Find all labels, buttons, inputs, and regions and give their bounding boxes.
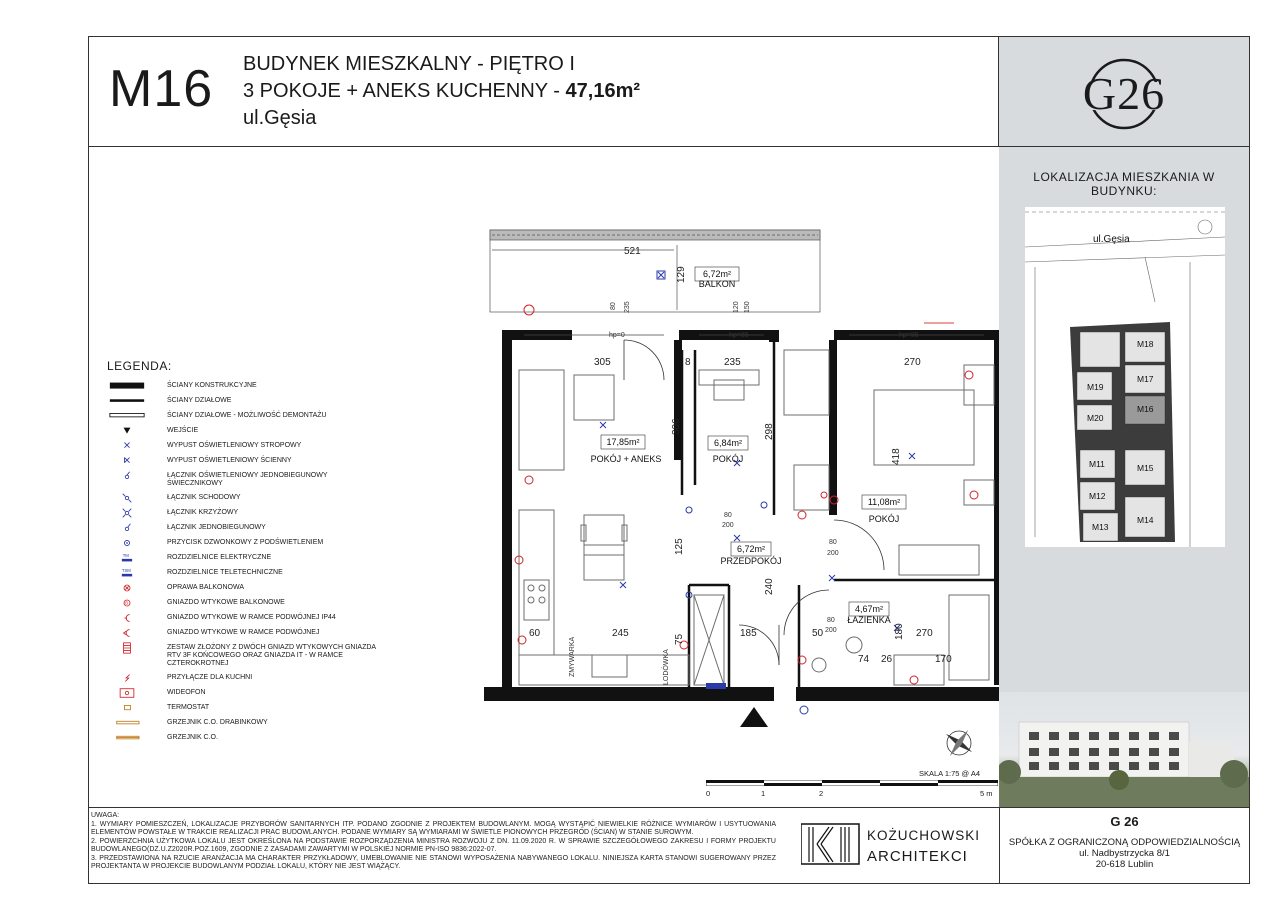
door-height-2: 200 [827, 550, 839, 557]
legend-label: GNIAZDO WTYKOWE W RAMCE PODWÓJNEJ [167, 629, 320, 636]
dim-180: 180 [894, 623, 905, 640]
doorbell-icon [107, 537, 147, 549]
double-socket-ip44-icon [107, 612, 147, 624]
legend-label: ŚCIANY KONSTRUKCYJNE [167, 382, 257, 389]
map-m13: M13 [1092, 522, 1109, 532]
legend-item [107, 379, 357, 394]
apartment-area: 47,16m² [565, 80, 641, 102]
legend-item [107, 671, 357, 686]
door-width-2: 80 [829, 539, 837, 546]
right-panel [999, 37, 1249, 807]
sofa [519, 370, 564, 470]
kitchen-connection-icon [107, 672, 147, 684]
compass-icon [929, 717, 989, 769]
company-legal: SPÓŁKA Z OGRANICZONĄ ODPOWIEDZIALNOŚCIĄ [1008, 837, 1241, 848]
location-map [1025, 207, 1225, 547]
legend-item [107, 536, 357, 551]
room-name-balcony: BALKON [698, 279, 736, 289]
balcony-outline [490, 230, 820, 312]
legend-label: ŁĄCZNIK OŚWIETLENIOWY JEDNOBIEGUNOWY ŚWIECZNIKOWY [167, 472, 328, 487]
window-120: 120 [733, 301, 740, 313]
legend-label: GNIAZDO WTYKOWE W RAMCE PODWÓJNEJ IP44 [167, 614, 336, 621]
dim-245: 245 [612, 628, 629, 639]
fridge-label: LODÓWKA [663, 649, 670, 685]
entrance-triangle-icon [107, 425, 147, 437]
legend-label: WEJŚCIE [167, 427, 199, 434]
legend-label: ROZDZIELNICE ELEKTRYCZNE [167, 554, 272, 561]
legend-label: ŁĄCZNIK KRZYŻOWY [167, 509, 239, 516]
note-2: 2. POWIERZCHNIA UŻYTKOWA LOKALU JEST OKREŚLONA NA PODSTAWIE ROZPORZĄDZENIA MINISTRA ROZWOJU Z DN. 11.09.2020 R. W SPRAWIE SZCZEGÓŁOWEGO ZAKRESU I FORMY PROJEKTU BUDOWLANEGO(DZ.U.Z2020R.POZ.1609, ZGODNIE Z ZASADAMI ZAWARTYMI W POLSKIEJ NORMIE PN-ISO 9836:2022-07. [91, 837, 776, 853]
map-m16: M16 [1137, 404, 1154, 414]
map-m12: M12 [1089, 491, 1106, 501]
dim-298: 298 [764, 423, 775, 440]
legend-item [107, 596, 357, 611]
dim-270b: 270 [916, 628, 933, 639]
electric-board-icon [107, 552, 147, 564]
wardrobe [784, 350, 829, 415]
logo-box [999, 37, 1249, 147]
entrance-icon [740, 707, 768, 727]
map-m18: M18 [1137, 339, 1154, 349]
room-name-room2: POKÓJ [868, 514, 900, 524]
ladder-radiator-icon [107, 717, 147, 729]
notes-title: UWAGA: [91, 812, 120, 819]
radiator-icon [107, 732, 147, 744]
scale-label: SKALA 1:75 @ A4 [919, 769, 980, 778]
dim-305: 305 [594, 357, 611, 368]
legend-label: PRZYCISK DZWONKOWY Z PODŚWIETLENIEM [167, 539, 324, 546]
desk [699, 370, 759, 385]
legend-label: ŁĄCZNIK JEDNOBIEGUNOWY [167, 524, 266, 531]
window-150: 150 [744, 301, 751, 313]
hp-85-a: hp=85 [729, 332, 749, 339]
balcony-lamp-icon [107, 582, 147, 594]
thermostat-icon [107, 702, 147, 714]
washer-label: ZMYWARKA [569, 636, 576, 677]
dim-60: 60 [529, 628, 541, 639]
building-floor: BUDYNEK MIESZKALNY - PIĘTRO I [243, 53, 575, 75]
map-street: ul.Gęsia [1093, 234, 1130, 245]
window-235: 235 [624, 301, 631, 313]
stair-switch-icon [107, 492, 147, 504]
header-description [243, 51, 640, 132]
map-m19: M19 [1087, 382, 1104, 392]
room-name-living: POKÓJ + ANEKS [590, 454, 662, 464]
scale-tick-5: 5 m [980, 789, 993, 798]
legend-item [107, 394, 357, 409]
room-name-room1: POKÓJ [712, 454, 744, 464]
dim-129: 129 [676, 266, 687, 283]
notes [91, 812, 776, 872]
legend-item [107, 701, 357, 716]
legend-label: ZESTAW ZŁOŻONY Z DWÓCH GNIAZD WTYKOWYCH GNIAZDA RTV 3F KOŃCOWEGO ORAZ GNIAZDA IT - W RAMCE CZTEROKROTNEJ [167, 644, 376, 667]
intercom-icon [107, 687, 147, 699]
hp-85-b: hp=85 [899, 332, 919, 339]
dim-185: 185 [740, 628, 757, 639]
legend-item [107, 641, 376, 671]
architect-name-1: KOŻUCHOWSKI [867, 828, 981, 843]
note-3: 3. PRZEDSTAWIONA NA RZUCIE ARANŻACJA MA CHARAKTER PRZYKŁADOWY, UMEBLOWANIE NIE STANOWI WYPOSAŻENIA NABYWANEGO LOKALU. NINIEJSZA KARTA STANOWI SUGEROWANY PRZEZ PROJEKTANTA W PROJEKCIE BUDOWLANYM PODZIAŁ LOKALU, KTÓRY NIE JEST WIĄŻĄCY. [91, 854, 776, 870]
logo-text: G26 [1082, 68, 1166, 119]
door-height-1: 200 [722, 522, 734, 529]
legend-label: ROZDZIELNICE TELETECHNICZNE [167, 569, 283, 576]
legend-label: ŚCIANY DZIAŁOWE [167, 397, 232, 404]
legend-item [107, 454, 357, 469]
balcony-socket-icon [107, 597, 147, 609]
map-m15: M15 [1137, 463, 1154, 473]
scale-ticks [706, 780, 998, 786]
door-width-3: 80 [827, 617, 835, 624]
cross-switch-icon [107, 507, 147, 519]
partition-wall-icon [107, 395, 147, 407]
telecom-board-icon [107, 567, 147, 579]
architect-logo-icon [801, 822, 861, 867]
svg-text:TM: TM [122, 553, 129, 559]
legend-item [107, 716, 357, 731]
rooms-text: 3 POKOJE + ANEKS KUCHENNY - [243, 80, 566, 102]
street-name: ul.Gęsia [243, 107, 317, 129]
legend-item [107, 409, 357, 424]
legend-item [107, 731, 357, 746]
electric-board [706, 683, 726, 689]
scale-tick-0: 0 [706, 789, 711, 798]
legend-title: LEGENDA: [107, 359, 172, 373]
removable-partition-icon [107, 410, 147, 422]
shower [899, 545, 979, 575]
legend-item [107, 439, 357, 454]
room-area-room2: 11,08m² [867, 497, 901, 507]
architect-logo [801, 822, 991, 872]
floor-plan [484, 225, 1034, 735]
one-pole-switch-icon [107, 522, 147, 534]
legend-item [107, 566, 357, 581]
scale-tick-2: 2 [819, 789, 824, 798]
legend-item [107, 424, 357, 439]
scale-tick-1: 1 [761, 789, 766, 798]
room-area-bath: 4,67m² [854, 604, 884, 614]
note-1: 1. WYMIARY POMIESZCZEŃ, LOKALIZACJE PRZYBORÓW SANITARNYCH ITP. PODANO ZGODNIE Z PROJEKTEM BUDOWLANYM. MOGĄ WYSTĄPIĆ NIEWIELKIE RÓŻNICE WYMIARÓW I USYTUOWANIA ELEMENTÓW POWSTAŁE W TRAKCIE REALIZACJI PRAC BUDOWLANYCH. PODANE WYMIARY SĄ WYMIARAMI W ŚWIETLE PIONOWYCH PRZEGRÓD (ŚCIAN) W STANIE SUROWYM. [91, 820, 776, 836]
header [89, 37, 999, 147]
footer [89, 807, 1249, 883]
socket-set-icon [107, 642, 147, 654]
architect-name-2: ARCHITEKCI [867, 848, 968, 865]
legend-label: OPRAWA BALKONOWA [167, 584, 245, 591]
dim-74: 74 [858, 654, 870, 665]
door-swings [624, 340, 884, 665]
company-name: G 26 [1110, 814, 1139, 829]
legend-label: WYPUST OŚWIETLENIOWY STROPOWY [167, 442, 302, 449]
floor-plan-sheet [88, 36, 1250, 884]
room-area-balcony: 6,72m² [702, 269, 732, 279]
single-switch-icon [107, 470, 147, 482]
ceiling-light-icon [107, 440, 147, 452]
svg-text:TSM: TSM [121, 568, 131, 574]
location-title: LOKALIZACJA MIESZKANIA W BUDYNKU: [1033, 170, 1215, 198]
company-city: 20-618 Lublin [1095, 859, 1154, 870]
window-80: 80 [610, 302, 617, 310]
door-width-1: 80 [724, 512, 732, 519]
legend-item [107, 611, 357, 626]
dim-418: 418 [891, 448, 902, 465]
bed [874, 390, 974, 465]
legend-label: WYPUST OŚWIETLENIOWY ŚCIENNY [167, 457, 292, 464]
legend [107, 359, 376, 746]
map-m11: M11 [1089, 459, 1105, 469]
dim-170: 170 [935, 654, 952, 665]
map-m17: M17 [1137, 374, 1154, 384]
legend-item [107, 469, 357, 491]
dim-26: 26 [881, 654, 893, 665]
dim-240: 240 [764, 578, 775, 595]
legend-item [107, 491, 357, 506]
dim-125: 125 [674, 538, 685, 555]
legend-label: GNIAZDO WTYKOWE BALKONOWE [167, 599, 285, 606]
building-render [999, 692, 1249, 807]
dim-270: 270 [904, 357, 921, 368]
legend-item [107, 521, 357, 536]
company-info [999, 808, 1249, 884]
legend-item [107, 581, 357, 596]
dim-8: 8 [685, 357, 691, 368]
legend-item [107, 626, 357, 641]
double-socket-icon [107, 627, 147, 639]
dim-306: 306 [671, 418, 682, 435]
bathtub [949, 595, 989, 680]
legend-label: ŁĄCZNIK SCHODOWY [167, 494, 241, 501]
dim-521: 521 [624, 246, 641, 257]
map-m20: M20 [1087, 413, 1104, 423]
legend-item [107, 686, 357, 701]
apartment-code: M16 [109, 60, 214, 118]
company-street: ul. Nadbystrzycka 8/1 [1079, 848, 1170, 859]
room-name-hall: PRZEDPOKÓJ [720, 556, 782, 566]
room-area-hall: 6,72m² [736, 544, 766, 554]
room-area-living: 17,85m² [606, 437, 640, 447]
legend-label: TERMOSTAT [167, 704, 210, 711]
rooms-summary [243, 78, 640, 105]
legend-item [107, 506, 357, 521]
legend-item [107, 551, 357, 566]
legend-label: ŚCIANY DZIAŁOWE - MOŻLIWOŚĆ DEMONTAŻU [167, 412, 327, 419]
wall-light-icon [107, 455, 147, 467]
legend-label: PRZYŁĄCZE DLA KUCHNI [167, 674, 253, 681]
legend-label: WIDEOFON [167, 689, 206, 696]
hp-0: hp=0 [609, 332, 625, 339]
svg-text:B: B [125, 600, 129, 606]
structural-wall-icon [107, 380, 147, 392]
legend-label: GRZEJNIK C.O. DRABINKOWY [167, 719, 268, 726]
dim-75: 75 [674, 633, 685, 645]
room-name-bath: ŁAZIENKA [847, 615, 891, 625]
map-m14: M14 [1137, 515, 1154, 525]
dim-50: 50 [812, 628, 824, 639]
room-area-room1: 6,84m² [713, 438, 743, 448]
legend-label: GRZEJNIK C.O. [167, 734, 218, 741]
door-height-3: 200 [825, 627, 837, 634]
dim-235: 235 [724, 357, 741, 368]
